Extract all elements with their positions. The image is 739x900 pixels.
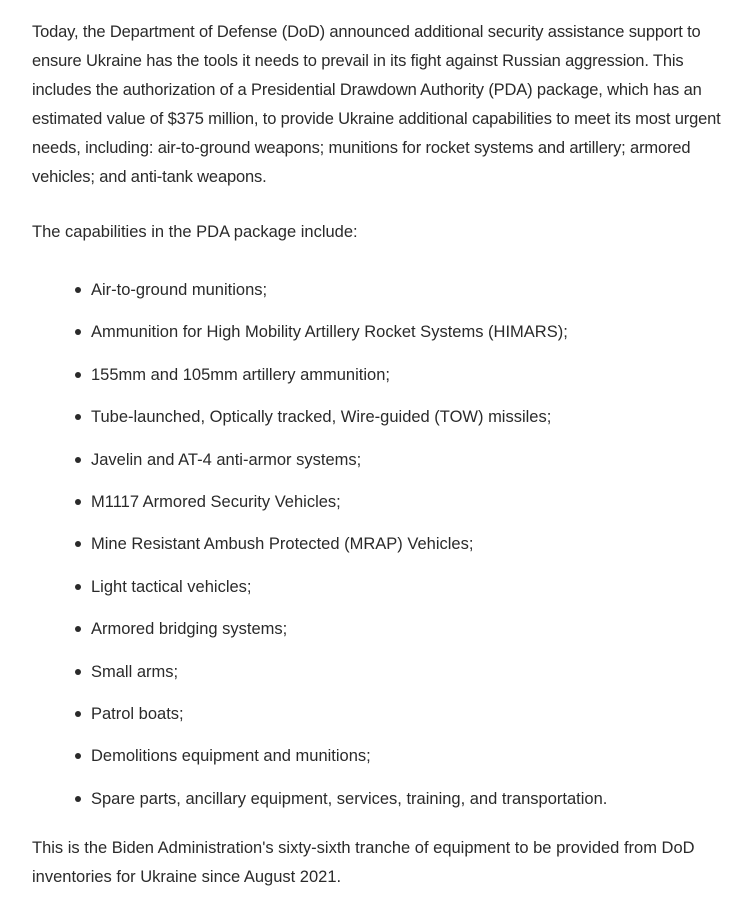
- closing-paragraph: This is the Biden Administration's sixty-sixth tranche of equipment to be provided from DoD inventories for Ukraine since August 2021.: [32, 838, 695, 886]
- list-item-text: M1117 Armored Security Vehicles;: [91, 492, 341, 511]
- list-item-text: Demolitions equipment and munitions;: [91, 747, 371, 766]
- bullet-icon: [75, 372, 81, 378]
- list-item: [74, 618, 722, 640]
- list-item: [74, 788, 722, 810]
- list-item: [74, 661, 722, 683]
- capabilities-list: [32, 279, 722, 810]
- list-item: [74, 279, 722, 301]
- bullet-icon: [75, 414, 81, 420]
- bullet-icon: [75, 287, 81, 293]
- intro-paragraph: Today, the Department of Defense (DoD) announced additional security assistance support to ensure Ukraine has the tools it needs to prevail in its fight against Russian aggression. This includes the authorization of a Presidential Drawdown Authority (PDA) package, which has an estimated value of $375 million, to provide Ukraine additional capabilities to meet its most urgent needs, including: air-to-ground weapons; munitions for rocket systems and artillery; armored vehicles; and anti-tank weapons.: [32, 23, 721, 186]
- list-item-text: Ammunition for High Mobility Artillery Rocket Systems (HIMARS);: [91, 323, 568, 342]
- list-item-text: Javelin and AT-4 anti-armor systems;: [91, 450, 362, 469]
- list-item-text: Tube-launched, Optically tracked, Wire-guided (TOW) missiles;: [91, 408, 552, 427]
- list-item-text: Small arms;: [91, 662, 179, 681]
- bullet-icon: [75, 329, 81, 335]
- list-item: [74, 745, 722, 767]
- bullet-icon: [75, 796, 81, 802]
- list-item: [74, 321, 722, 343]
- list-item: [74, 491, 722, 513]
- list-item-text: Light tactical vehicles;: [91, 577, 252, 596]
- list-item: [74, 533, 722, 555]
- list-item: [74, 576, 722, 598]
- list-item-text: Air-to-ground munitions;: [91, 281, 268, 299]
- list-item-text: Mine Resistant Ambush Protected (MRAP) Vehicles;: [91, 535, 474, 554]
- bullet-icon: [75, 541, 81, 547]
- list-item-text: Patrol boats;: [91, 704, 184, 723]
- bullet-icon: [75, 669, 81, 675]
- list-item: [74, 449, 722, 471]
- bullet-icon: [75, 457, 81, 463]
- list-item-text: Spare parts, ancillary equipment, services, training, and transportation.: [91, 789, 608, 808]
- bullet-icon: [75, 626, 81, 632]
- list-item: [74, 703, 722, 725]
- bullet-icon: [75, 753, 81, 759]
- list-item-text: 155mm and 105mm artillery ammunition;: [91, 365, 390, 384]
- list-item: [74, 364, 722, 386]
- list-item-text: Armored bridging systems;: [91, 620, 288, 639]
- bullet-icon: [75, 584, 81, 590]
- bullet-icon: [75, 499, 81, 505]
- list-item: [74, 406, 722, 428]
- article-body: [32, 18, 722, 892]
- bullet-icon: [75, 711, 81, 717]
- list-lead-paragraph: The capabilities in the PDA package include:: [32, 223, 358, 241]
